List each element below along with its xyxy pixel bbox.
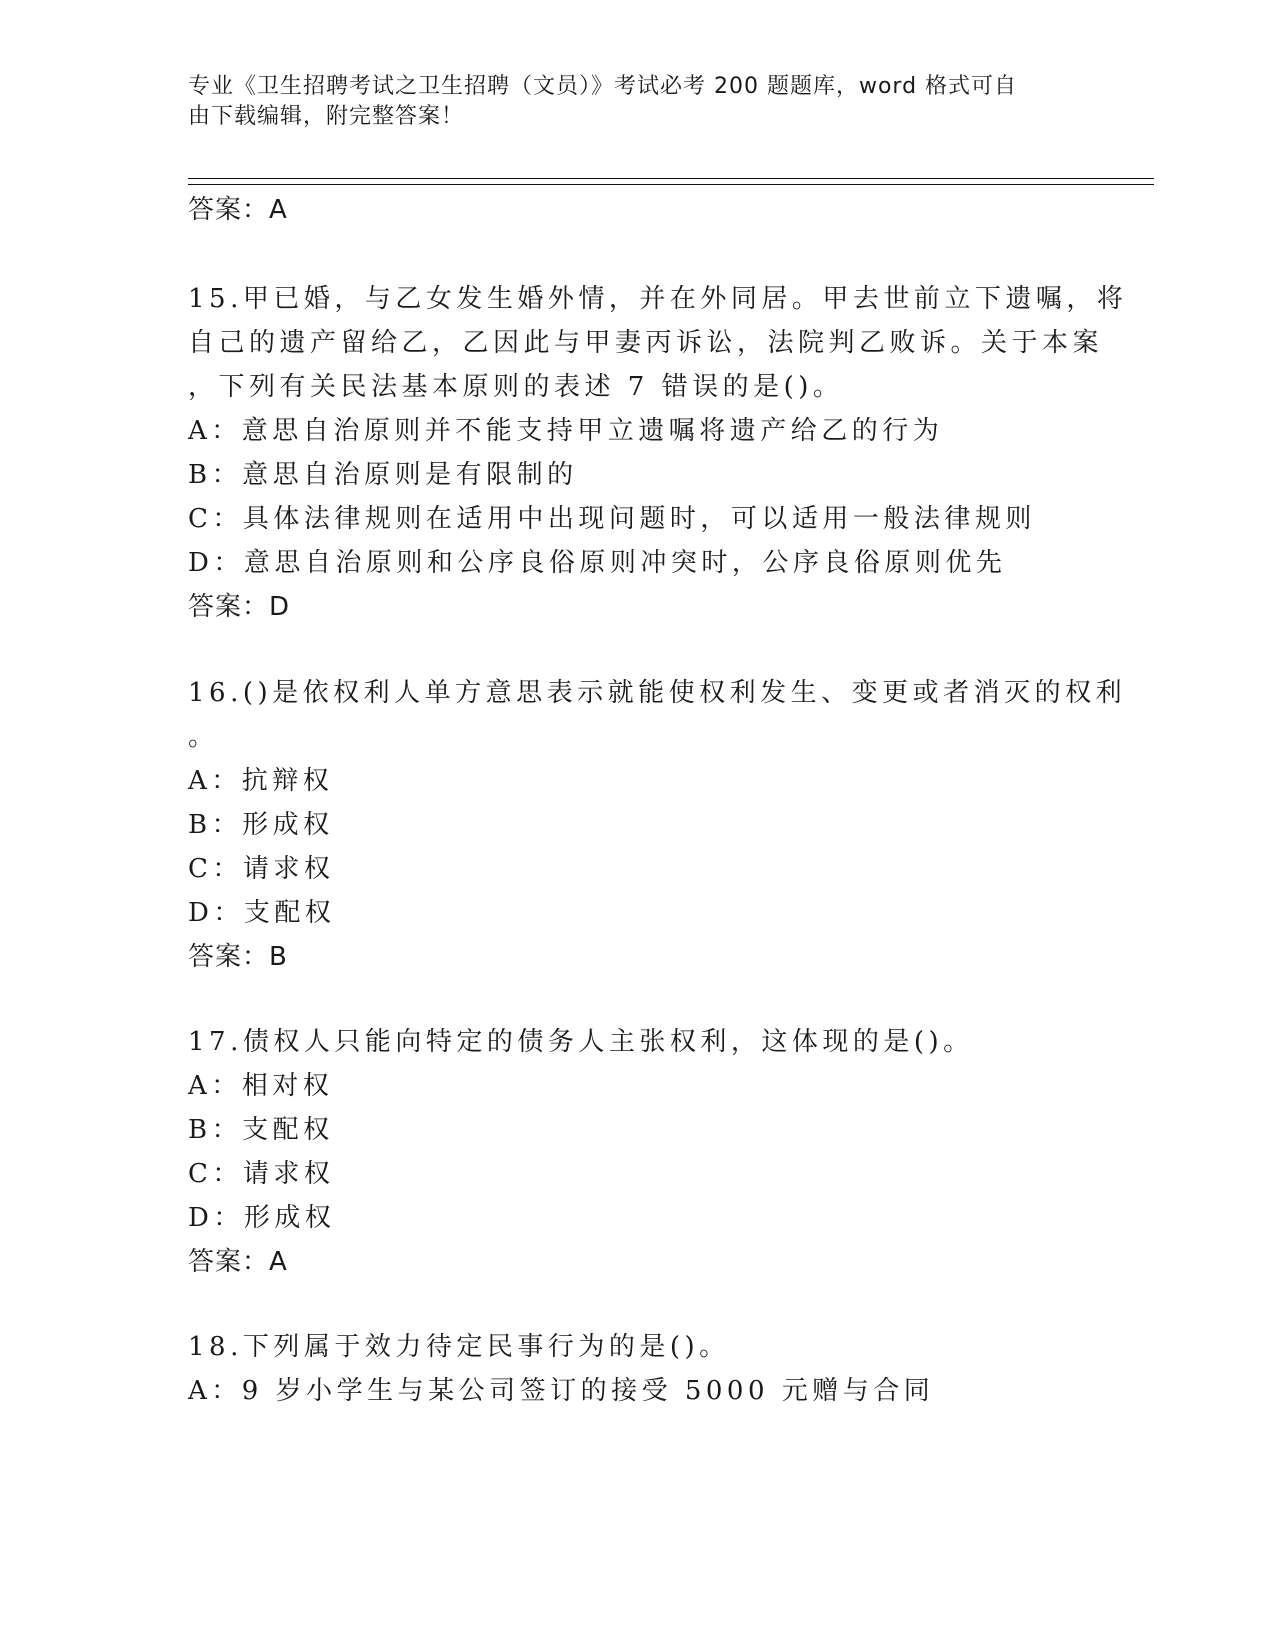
header-line-1: 专业《卫生招聘考试之卫生招聘（文员）》考试必考 200 题题库，word 格式可自 xyxy=(188,74,1018,99)
question-16-option-d: D：支配权 xyxy=(188,898,336,928)
question-16-option-b: B：形成权 xyxy=(188,810,334,840)
header-rule-top xyxy=(188,178,1154,179)
question-16-line-1: 16.()是依权利人单方意思表示就能使权利发生、变更或者消灭的权利 xyxy=(188,678,1127,708)
question-17-option-b: B：支配权 xyxy=(188,1115,334,1145)
answer-15: 答案：D xyxy=(188,592,291,622)
question-16-line-2: 。 xyxy=(188,722,219,752)
question-17-option-c: C：请求权 xyxy=(188,1159,335,1189)
question-15-line-3: ，下列有关民法基本原则的表述 7 错误的是()。 xyxy=(188,372,844,402)
question-15-option-b: B：意思自治原则是有限制的 xyxy=(188,460,578,490)
header-line-2: 由下载编辑，附完整答案！ xyxy=(188,104,465,129)
question-15-line-2: 自己的遗产留给乙，乙因此与甲妻丙诉讼，法院判乙败诉。关于本案 xyxy=(188,328,1104,358)
question-18-option-a: A：9 岁小学生与某公司签订的接受 5000 元赠与合同 xyxy=(188,1376,935,1406)
answer-16: 答案：B xyxy=(188,942,288,972)
question-15-option-a: A：意思自治原则并不能支持甲立遗嘱将遗产给乙的行为 xyxy=(188,416,944,446)
answer-14: 答案：A xyxy=(188,195,288,225)
question-17-option-a: A：相对权 xyxy=(188,1071,334,1101)
question-16-option-c: C：请求权 xyxy=(188,854,335,884)
question-15-line-1: 15.甲已婚，与乙女发生婚外情，并在外同居。甲去世前立下遗嘱，将 xyxy=(188,284,1128,314)
page-header xyxy=(188,72,1068,132)
question-15-option-c: C：具体法律规则在适用中出现问题时，可以适用一般法律规则 xyxy=(188,504,1036,534)
question-16-option-a: A：抗辩权 xyxy=(188,766,334,796)
question-18-line-1: 18.下列属于效力待定民事行为的是()。 xyxy=(188,1332,730,1362)
question-17-option-d: D：形成权 xyxy=(188,1203,336,1233)
answer-17: 答案：A xyxy=(188,1247,288,1277)
question-15-option-d: D：意思自治原则和公序良俗原则冲突时，公序良俗原则优先 xyxy=(188,548,1007,578)
question-17-line-1: 17.债权人只能向特定的债务人主张权利，这体现的是()。 xyxy=(188,1027,974,1057)
header-rule-bottom xyxy=(188,184,1154,185)
